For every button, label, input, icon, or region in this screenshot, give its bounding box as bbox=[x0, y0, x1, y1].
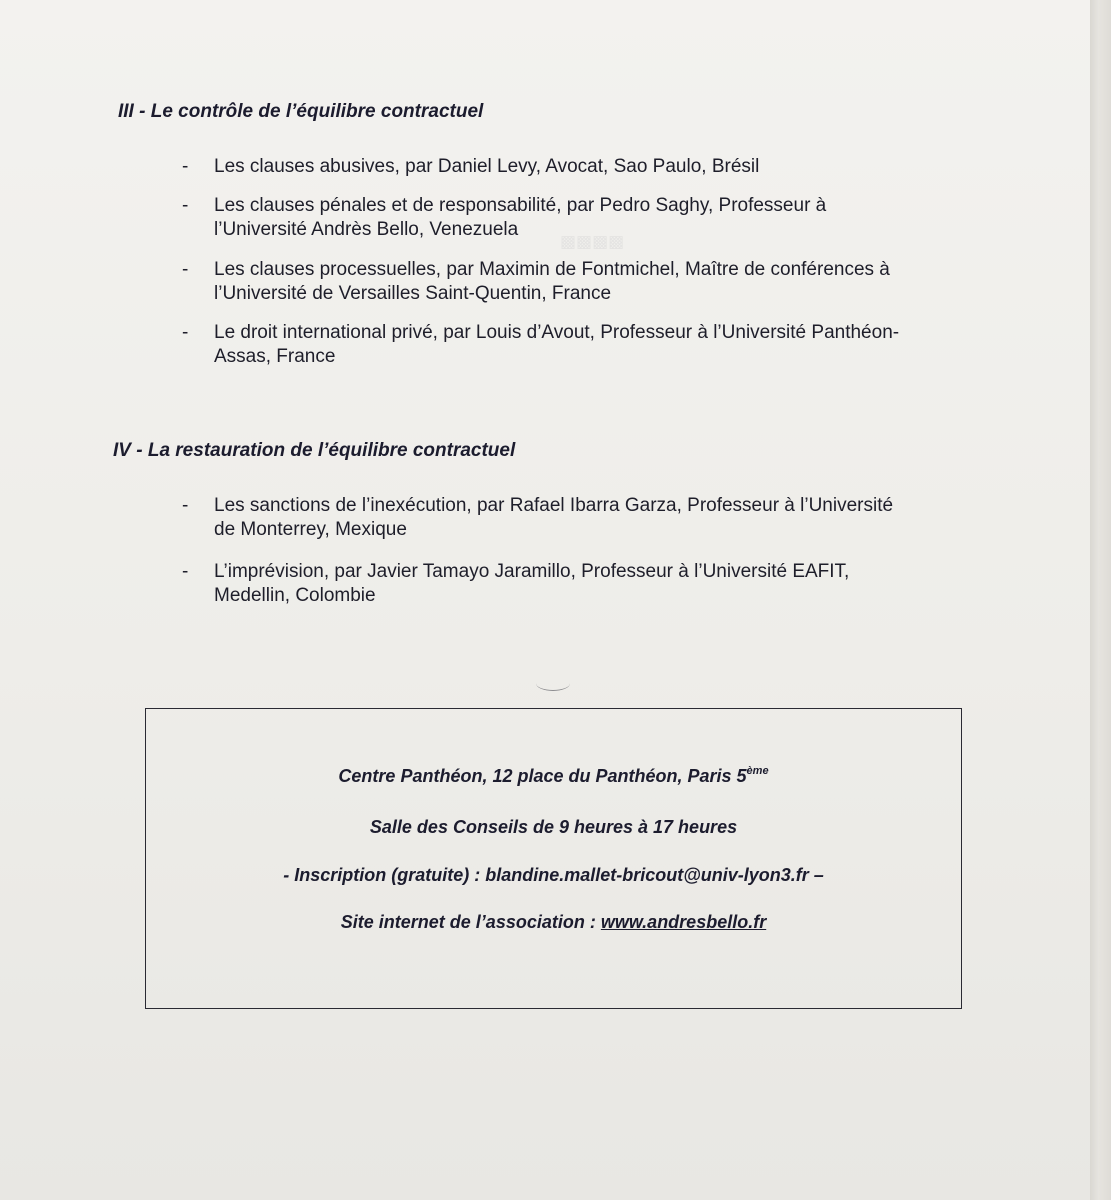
list-dash: - bbox=[182, 322, 189, 343]
registration-label: - Inscription (gratuite) : bbox=[283, 865, 486, 885]
address-superscript: ème bbox=[746, 765, 769, 777]
section-heading-iv: IV - La restauration de l’équilibre contractuel bbox=[113, 440, 516, 461]
list-item bbox=[182, 560, 972, 608]
show-through: ▩▩▩▩ bbox=[560, 232, 625, 251]
registration-dash: – bbox=[808, 865, 824, 885]
list-item-line: Les clauses processuelles, par Maximin de Fontmichel, Maître de conférences à bbox=[214, 259, 890, 280]
list-item bbox=[182, 258, 972, 306]
address-text: Centre Panthéon, 12 place du Panthéon, Paris 5 bbox=[338, 766, 747, 786]
list-item-line: l’Université Andrès Bello, Venezuela bbox=[214, 219, 519, 240]
room-and-hours: Salle des Conseils de 9 heures à 17 heures bbox=[369, 817, 738, 837]
list-item bbox=[182, 321, 972, 369]
list-item bbox=[182, 155, 972, 179]
list-dash: - bbox=[182, 495, 189, 516]
website-label: Site internet de l’association : bbox=[340, 912, 601, 932]
list-item bbox=[182, 194, 972, 242]
website-link[interactable]: www.andresbello.fr bbox=[600, 912, 767, 932]
list-dash: - bbox=[182, 561, 189, 582]
list-item-line: Medellin, Colombie bbox=[214, 585, 376, 606]
list-item-line: Les clauses abusives, par Daniel Levy, Avocat, Sao Paulo, Brésil bbox=[214, 156, 760, 177]
website-line bbox=[146, 912, 961, 933]
list-item-line: Le droit international privé, par Louis d’Avout, Professeur à l’Université Panthéon- bbox=[214, 322, 900, 343]
list-item-line: Les clauses pénales et de responsabilité, par Pedro Saghy, Professeur à bbox=[214, 195, 827, 216]
list-dash: - bbox=[182, 156, 189, 177]
list-item-line: l’Université de Versailles Saint-Quentin, France bbox=[214, 283, 612, 304]
list-dash: - bbox=[182, 259, 189, 280]
pen-mark bbox=[536, 676, 570, 691]
page-edge bbox=[1090, 0, 1111, 1200]
list-item-line: Assas, France bbox=[214, 346, 336, 367]
registration-line bbox=[146, 865, 961, 886]
registration-email[interactable]: blandine.mallet-bricout@univ-lyon3.fr bbox=[485, 865, 809, 885]
event-info-box bbox=[145, 708, 962, 1009]
list-item bbox=[182, 494, 972, 542]
list-item-line: Les sanctions de l’inexécution, par Rafael Ibarra Garza, Professeur à l’Université bbox=[214, 495, 894, 516]
list-item-line: de Monterrey, Mexique bbox=[214, 519, 407, 540]
section-heading-iii: III - Le contrôle de l’équilibre contractuel bbox=[118, 101, 484, 122]
list-item-line: L’imprévision, par Javier Tamayo Jaramillo, Professeur à l’Université EAFIT, bbox=[214, 561, 850, 582]
list-dash: - bbox=[182, 195, 189, 216]
venue-address bbox=[146, 765, 961, 787]
